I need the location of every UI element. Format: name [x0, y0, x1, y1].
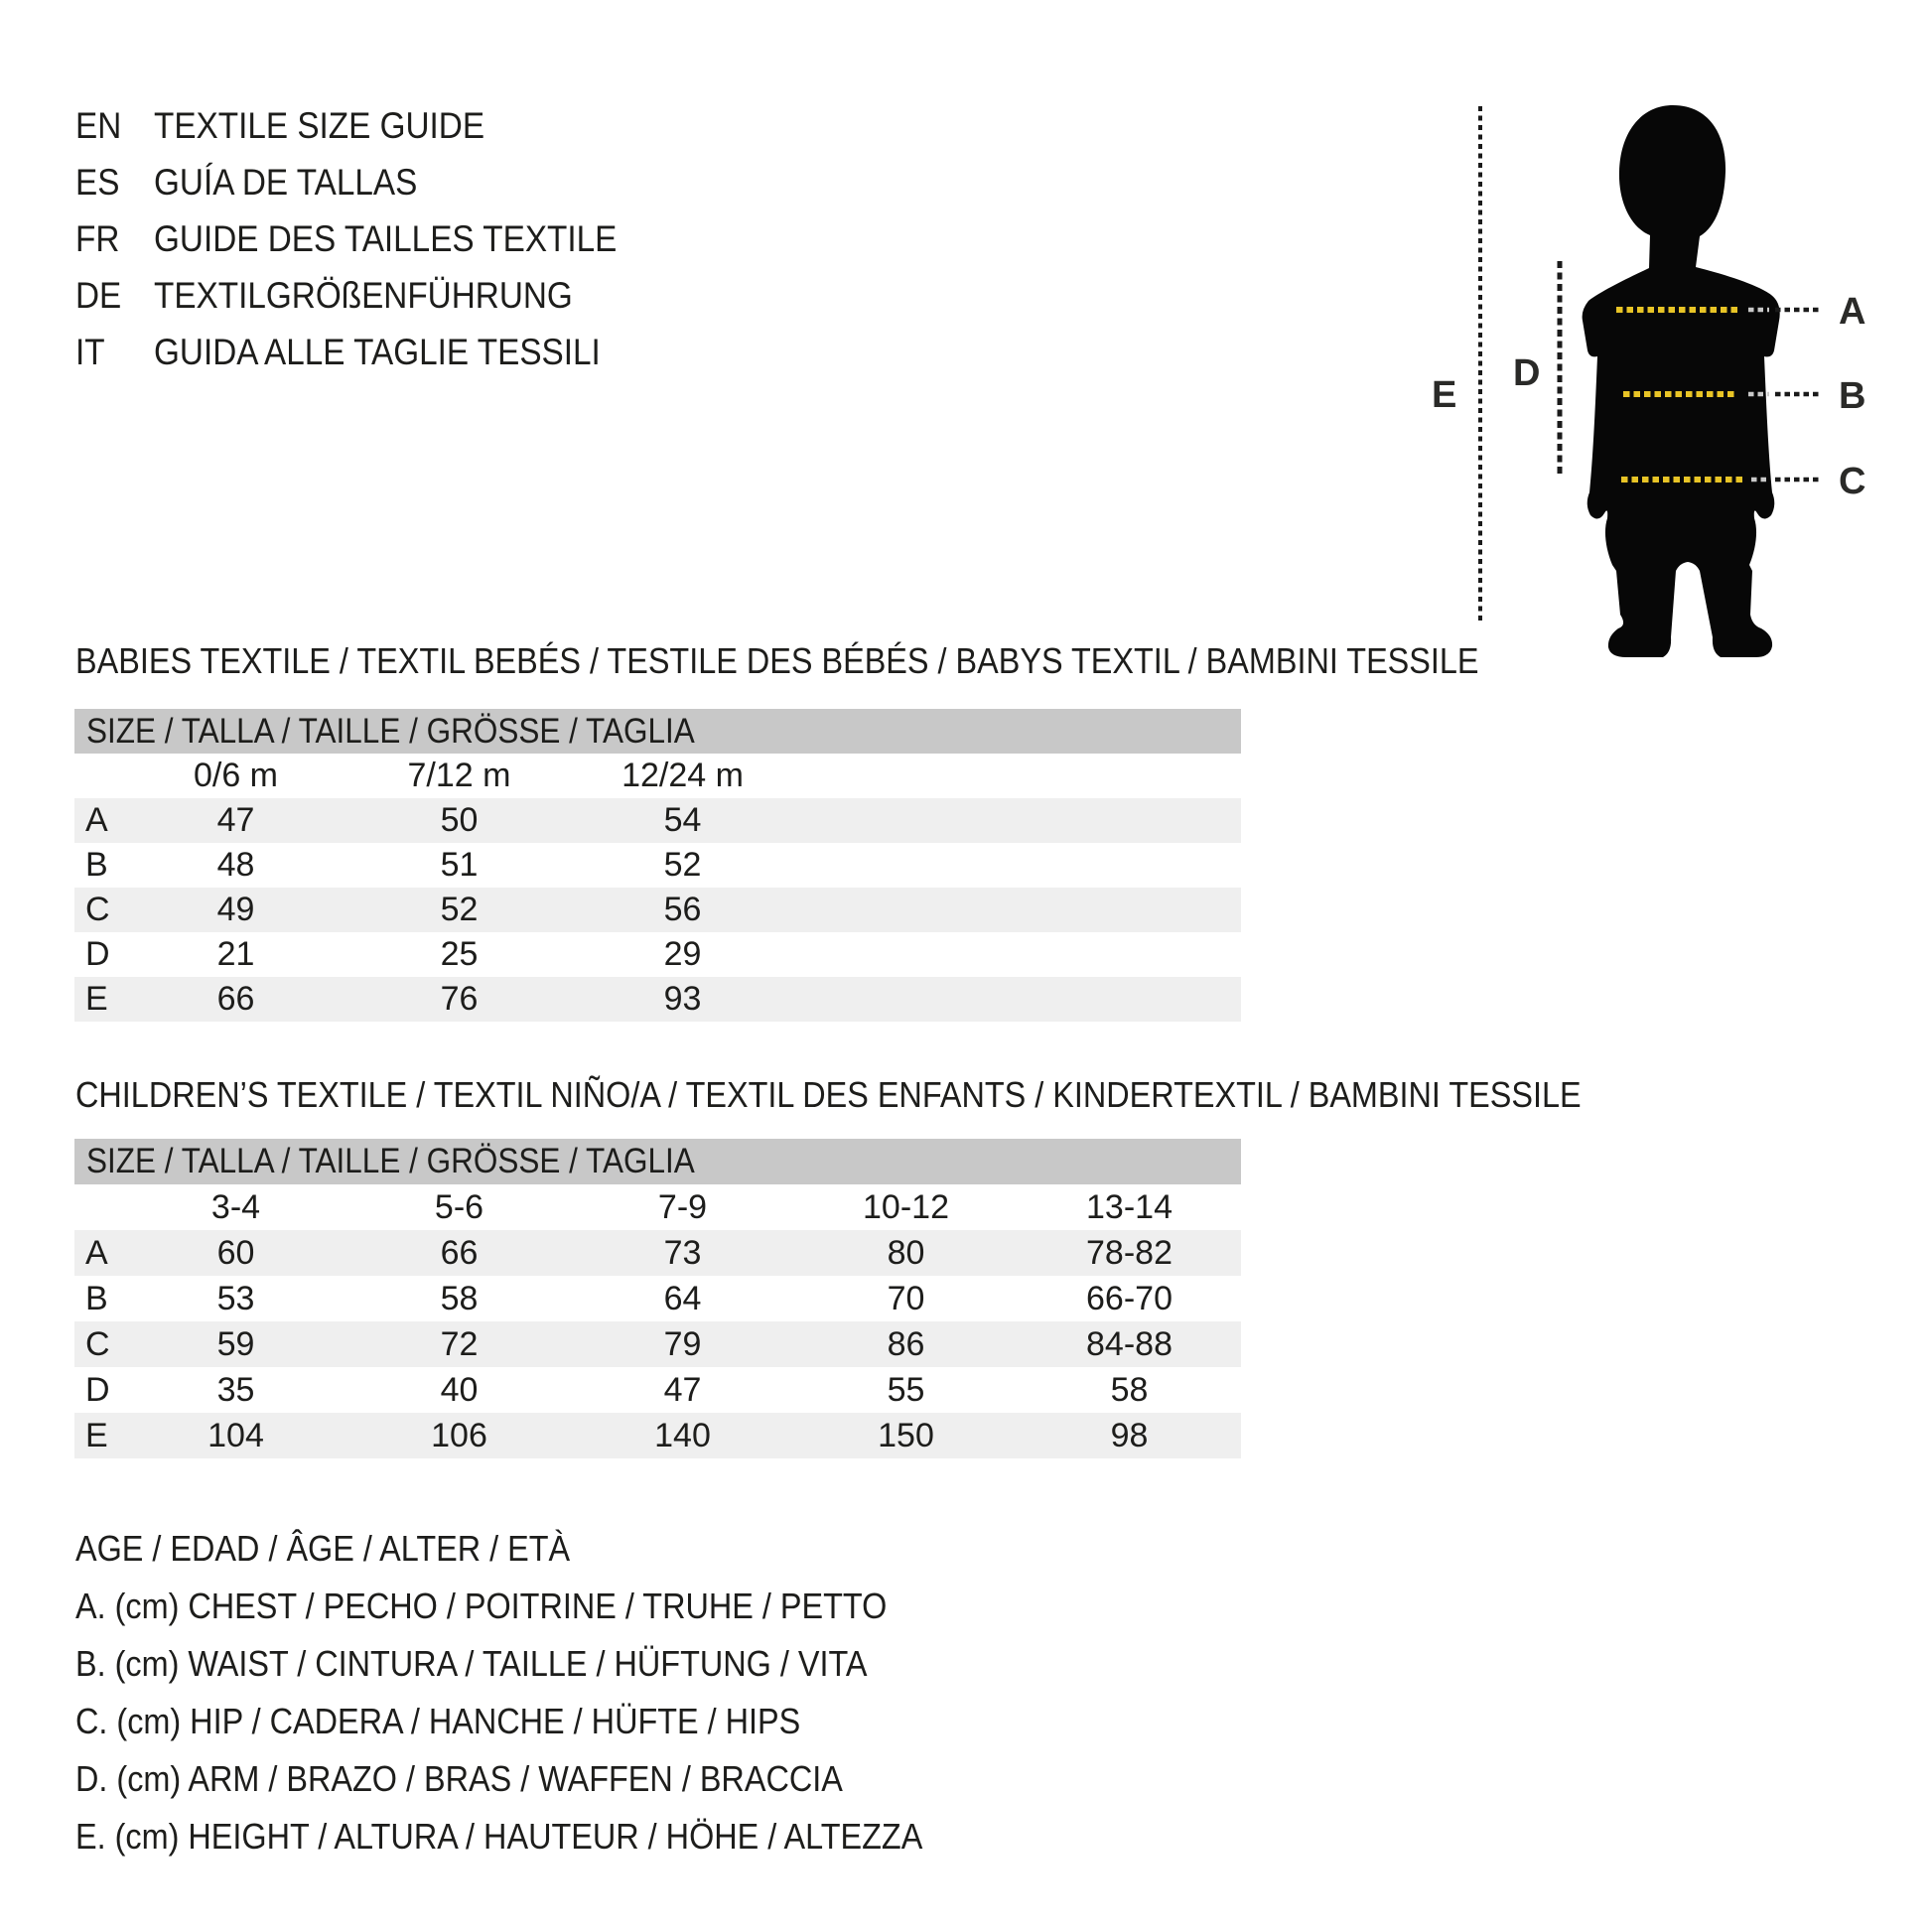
- children-size-table: [74, 1139, 1241, 1458]
- table-cell: 54: [663, 801, 702, 839]
- lang-code-en: EN: [75, 105, 122, 146]
- table-cell: [794, 932, 1018, 977]
- babies-size-header-text: SIZE / TALLA / TAILLE / GRÖSSE / TAGLIA: [86, 712, 695, 751]
- guide-title-en: TEXTILE SIZE GUIDE: [154, 105, 485, 146]
- label-d: D: [1513, 352, 1541, 394]
- legend-line-chest: [75, 1578, 1017, 1635]
- legend-line-height: [75, 1808, 1017, 1865]
- babies-size-header-bar: [74, 709, 1241, 754]
- table-cell: [1018, 798, 1241, 843]
- table-row: [74, 1276, 1241, 1321]
- label-e: E: [1432, 374, 1457, 416]
- table-cell: 47: [663, 1371, 702, 1409]
- table-cell: 104: [207, 1417, 264, 1454]
- table-row: [74, 1321, 1241, 1367]
- table-cell: 80: [887, 1234, 925, 1272]
- measurement-legend: [75, 1520, 1017, 1865]
- table-cell: 64: [663, 1280, 702, 1317]
- babies-column-header-row: [74, 754, 1241, 798]
- table-row: [74, 977, 1241, 1022]
- legend-line-age: [75, 1520, 1017, 1578]
- children-col-header: 5-6: [434, 1188, 484, 1226]
- table-cell: 150: [878, 1417, 934, 1454]
- babies-col-header: 7/12 m: [407, 757, 511, 794]
- table-cell: 60: [216, 1234, 255, 1272]
- table-cell: [1018, 888, 1241, 932]
- table-cell: 86: [887, 1325, 925, 1363]
- table-cell: 66: [440, 1234, 479, 1272]
- guide-title-es: GUÍA DE TALLAS: [154, 162, 418, 203]
- table-cell: 84-88: [1086, 1325, 1173, 1363]
- label-a: A: [1839, 291, 1866, 333]
- babies-col-header: [794, 754, 1018, 798]
- table-cell: 49: [216, 891, 255, 928]
- table-cell: [794, 843, 1018, 888]
- title-line-fr: [75, 210, 668, 267]
- table-cell: 72: [440, 1325, 479, 1363]
- row-label: D: [85, 935, 110, 973]
- lang-code-es: ES: [75, 162, 120, 203]
- table-row: [74, 798, 1241, 843]
- table-cell: 66-70: [1086, 1280, 1173, 1317]
- label-c: C: [1839, 461, 1866, 502]
- guide-title-it: GUIDA ALLE TAGLIE TESSILI: [154, 332, 601, 372]
- table-row: [74, 843, 1241, 888]
- title-line-it: [75, 324, 668, 380]
- legend-text: AGE / EDAD / ÂGE / ALTER / ETÀ: [75, 1528, 571, 1569]
- table-cell: 48: [216, 846, 255, 884]
- table-cell: 73: [663, 1234, 702, 1272]
- table-cell: 58: [1110, 1371, 1149, 1409]
- children-size-header-bar: [74, 1139, 1241, 1184]
- table-row: [74, 932, 1241, 977]
- table-cell: 40: [440, 1371, 479, 1409]
- table-cell: 55: [887, 1371, 925, 1409]
- table-cell: 51: [440, 846, 479, 884]
- table-cell: 21: [216, 935, 255, 973]
- row-label: E: [85, 980, 108, 1018]
- table-row: [74, 1413, 1241, 1458]
- row-label: D: [85, 1371, 110, 1409]
- table-cell: 29: [663, 935, 702, 973]
- legend-text: E. (cm) HEIGHT / ALTURA / HAUTEUR / HÖHE / ALTEZZA: [75, 1816, 923, 1857]
- children-size-header-text: SIZE / TALLA / TAILLE / GRÖSSE / TAGLIA: [86, 1142, 695, 1180]
- children-column-header-row: [74, 1184, 1241, 1230]
- babies-section-title-text: BABIES TEXTILE / TEXTIL BEBÉS / TESTILE DES BÉBÉS / BABYS TEXTIL / BAMBINI TESSILE: [75, 640, 1479, 681]
- babies-section-title: [75, 641, 1635, 681]
- table-cell: 35: [216, 1371, 255, 1409]
- title-line-de: [75, 267, 668, 324]
- title-line-en: [75, 97, 668, 154]
- table-row: [74, 1367, 1241, 1413]
- table-cell: [1018, 932, 1241, 977]
- measurement-diagram: [1430, 69, 1932, 675]
- table-cell: 76: [440, 980, 479, 1018]
- babies-size-table: [74, 709, 1241, 1022]
- language-title-block: [75, 97, 668, 380]
- title-line-es: [75, 154, 668, 210]
- table-cell: [794, 798, 1018, 843]
- table-cell: 66: [216, 980, 255, 1018]
- children-col-header: 13-14: [1086, 1188, 1173, 1226]
- child-silhouette: [1583, 105, 1780, 657]
- table-cell: 53: [216, 1280, 255, 1317]
- children-col-header: 7-9: [657, 1188, 708, 1226]
- babies-corner-cell: [74, 754, 124, 798]
- table-cell: 93: [663, 980, 702, 1018]
- legend-text: B. (cm) WAIST / CINTURA / TAILLE / HÜFTUNG / VITA: [75, 1643, 868, 1684]
- table-cell: [794, 977, 1018, 1022]
- legend-text: A. (cm) CHEST / PECHO / POITRINE / TRUHE / PETTO: [75, 1586, 888, 1626]
- table-cell: 52: [440, 891, 479, 928]
- babies-col-header: 12/24 m: [621, 757, 744, 794]
- table-cell: [794, 888, 1018, 932]
- table-cell: 50: [440, 801, 479, 839]
- table-cell: 79: [663, 1325, 702, 1363]
- children-section-title-text: CHILDREN’S TEXTILE / TEXTIL NIÑO/A / TEXTIL DES ENFANTS / KINDERTEXTIL / BAMBINI TESSILE: [75, 1074, 1582, 1115]
- guide-title-de: TEXTILGRÖßENFÜHRUNG: [154, 275, 573, 316]
- children-corner-cell: [74, 1184, 124, 1230]
- table-cell: 98: [1110, 1417, 1149, 1454]
- table-row: [74, 888, 1241, 932]
- row-label: A: [85, 801, 108, 839]
- babies-col-header: [1018, 754, 1241, 798]
- legend-line-arm: [75, 1750, 1017, 1808]
- table-cell: 25: [440, 935, 479, 973]
- row-label: B: [85, 846, 108, 884]
- table-cell: [1018, 843, 1241, 888]
- row-label: E: [85, 1417, 108, 1454]
- row-label: C: [85, 1325, 110, 1363]
- legend-text: C. (cm) HIP / CADERA / HANCHE / HÜFTE / HIPS: [75, 1701, 801, 1741]
- table-cell: 59: [216, 1325, 255, 1363]
- lang-code-fr: FR: [75, 218, 120, 259]
- legend-text: D. (cm) ARM / BRAZO / BRAS / WAFFEN / BRACCIA: [75, 1758, 843, 1799]
- children-section-title: [75, 1075, 1748, 1115]
- table-cell: 56: [663, 891, 702, 928]
- babies-col-header: 0/6 m: [193, 757, 279, 794]
- table-cell: 78-82: [1086, 1234, 1173, 1272]
- label-b: B: [1839, 375, 1866, 417]
- row-label: A: [85, 1234, 108, 1272]
- table-cell: 58: [440, 1280, 479, 1317]
- lang-code-it: IT: [75, 332, 105, 372]
- legend-line-hip: [75, 1693, 1017, 1750]
- lang-code-de: DE: [75, 275, 122, 316]
- children-col-header: 10-12: [863, 1188, 949, 1226]
- row-label: B: [85, 1280, 108, 1317]
- table-row: [74, 1230, 1241, 1276]
- guide-title-fr: GUIDE DES TAILLES TEXTILE: [154, 218, 618, 259]
- table-cell: 140: [654, 1417, 711, 1454]
- table-cell: 52: [663, 846, 702, 884]
- legend-line-waist: [75, 1635, 1017, 1693]
- table-cell: 70: [887, 1280, 925, 1317]
- children-col-header: 3-4: [210, 1188, 261, 1226]
- table-cell: 106: [431, 1417, 487, 1454]
- table-cell: [1018, 977, 1241, 1022]
- row-label: C: [85, 891, 110, 928]
- table-cell: 47: [216, 801, 255, 839]
